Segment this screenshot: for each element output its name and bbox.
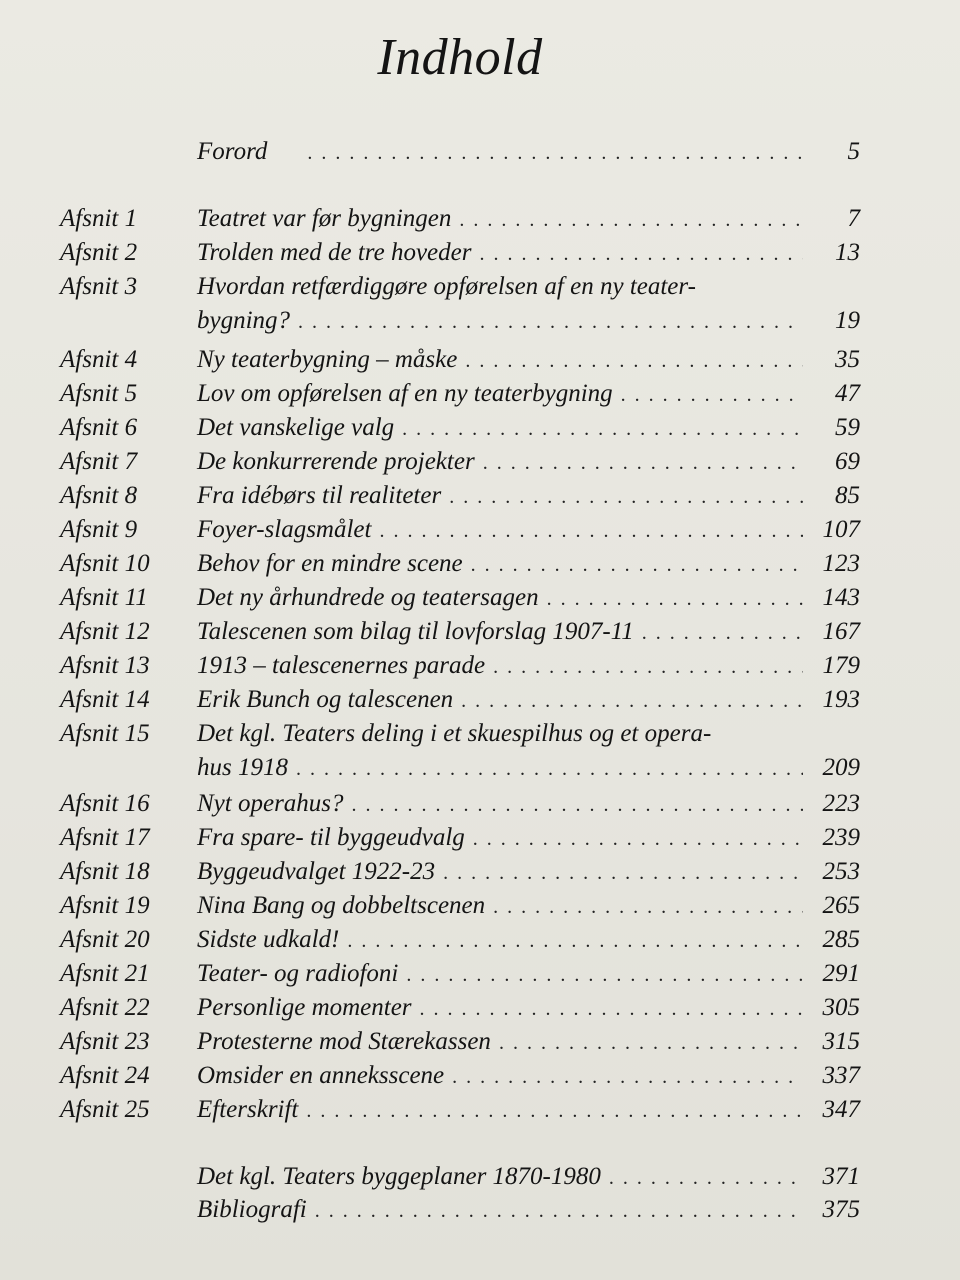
entry-title: Efterskrift: [197, 1096, 299, 1123]
page-number: 371: [822, 1163, 860, 1190]
entry-line: [197, 1160, 807, 1195]
dot-leader: [296, 752, 803, 786]
toc-entry-chapter-21: [0, 957, 960, 991]
entry-title: Hvordan retfærdiggøre opførelsen af en ny teater-: [197, 273, 696, 300]
page-number: 7: [847, 205, 860, 232]
toc-entry-chapter-13: [0, 649, 960, 683]
toc-entry-chapter-19: [0, 889, 960, 923]
entry-title: Lov om opførelsen af en ny teaterbygning: [197, 380, 613, 407]
page-number: 209: [822, 754, 860, 781]
entry-title: Ny teaterbygning – måske: [197, 346, 458, 373]
entry-title-continued: bygning?: [197, 307, 291, 334]
dot-leader: [347, 924, 803, 958]
entry-line: [197, 581, 807, 616]
dot-leader: [306, 1094, 803, 1128]
dot-leader: [307, 136, 803, 170]
entry-line: [197, 513, 807, 548]
page-number: 59: [835, 414, 860, 441]
page-number: 253: [822, 858, 860, 885]
entry-title: Det vanskelige valg: [197, 414, 395, 441]
toc-entry-chapter-4: [0, 343, 960, 377]
chapter-label: Afsnit 24: [60, 1062, 150, 1089]
dot-leader: [452, 1060, 803, 1094]
chapter-label: Afsnit 8: [60, 482, 138, 509]
page-number: 5: [847, 138, 860, 165]
toc-entry-chapter-25: [0, 1093, 960, 1127]
dot-leader: [461, 684, 803, 718]
page-number: 315: [822, 1028, 860, 1055]
toc-entry-chapter-16: [0, 787, 960, 821]
chapter-label: Afsnit 19: [60, 892, 150, 919]
toc-entry-chapter-1: [0, 202, 960, 236]
entry-line: [197, 1059, 807, 1094]
toc-entry-chapter-15: [0, 717, 960, 785]
chapter-label: Afsnit 23: [60, 1028, 150, 1055]
page-number: 239: [822, 824, 860, 851]
page-number: 337: [822, 1062, 860, 1089]
page-number: 179: [822, 652, 860, 679]
toc-entry-chapter-22: [0, 991, 960, 1025]
entry-line: [197, 1025, 807, 1060]
dot-leader: [420, 992, 803, 1026]
toc-entry-chapter-7: [0, 445, 960, 479]
chapter-label: Afsnit 11: [60, 584, 148, 611]
entry-title: De konkurrerende projekter: [197, 448, 475, 475]
entry-line: [197, 855, 807, 890]
toc-entry-chapter-9: [0, 513, 960, 547]
entry-line: [197, 787, 807, 822]
entry-title: Forord: [197, 138, 268, 165]
page-number: 347: [822, 1096, 860, 1123]
page-number: 47: [835, 380, 860, 407]
entry-title: Det kgl. Teaters deling i et skuespilhus og et opera-: [197, 720, 712, 747]
entry-line: [197, 445, 807, 480]
entry-line-continued: [197, 751, 807, 786]
entry-line: [197, 615, 807, 650]
dot-leader: [609, 1161, 803, 1195]
page-number: 265: [822, 892, 860, 919]
toc-entry-appendix-bibliography: [0, 1193, 960, 1227]
dot-leader: [483, 446, 803, 480]
chapter-label: Afsnit 14: [60, 686, 150, 713]
dot-leader: [621, 378, 803, 412]
entry-title: Fra spare- til byggeudvalg: [197, 824, 465, 851]
entry-title: Teatret var før bygningen: [197, 205, 452, 232]
chapter-label: Afsnit 6: [60, 414, 138, 441]
entry-line: [197, 236, 807, 271]
entry-title: Omsider en anneksscene: [197, 1062, 445, 1089]
page-number: 13: [835, 239, 860, 266]
entry-title: Trolden med de tre hoveder: [197, 239, 472, 266]
toc-entry-chapter-10: [0, 547, 960, 581]
page-number: 375: [822, 1196, 860, 1223]
toc-entry-chapter-24: [0, 1059, 960, 1093]
page-number: 123: [822, 550, 860, 577]
chapter-label: Afsnit 1: [60, 205, 138, 232]
entry-line: [197, 957, 807, 992]
entry-line: [197, 343, 807, 378]
dot-leader: [479, 237, 803, 271]
page-number: 19: [835, 307, 860, 334]
page-number: 223: [822, 790, 860, 817]
entry-title: Bibliografi: [197, 1196, 307, 1223]
entry-line: [197, 411, 807, 446]
entry-title: Fra idébørs til realiteter: [197, 482, 442, 509]
toc-entry-chapter-14: [0, 683, 960, 717]
entry-line: [197, 1093, 807, 1128]
chapter-label: Afsnit 3: [60, 273, 138, 300]
entry-title: Sidste udkald!: [197, 926, 340, 953]
chapter-label: Afsnit 16: [60, 790, 150, 817]
dot-leader: [449, 480, 803, 514]
entry-title: 1913 – talescenernes parade: [197, 652, 486, 679]
chapter-label: Afsnit 5: [60, 380, 138, 407]
entry-line: [197, 683, 807, 718]
entry-title: Det ny århundrede og teatersagen: [197, 584, 539, 611]
entry-title-continued: hus 1918: [197, 754, 288, 781]
chapter-label: Afsnit 18: [60, 858, 150, 885]
entry-line-continued: [197, 304, 807, 339]
dot-leader: [406, 958, 803, 992]
page-number: 167: [822, 618, 860, 645]
entry-line: [197, 135, 807, 170]
dot-leader: [379, 514, 803, 548]
entry-title: Behov for en mindre scene: [197, 550, 463, 577]
entry-title: Byggeudvalget 1922-23: [197, 858, 436, 885]
dot-leader: [465, 344, 803, 378]
page-number: 85: [835, 482, 860, 509]
entry-title: Nina Bang og dobbeltscenen: [197, 892, 486, 919]
chapter-label: Afsnit 7: [60, 448, 138, 475]
entry-line: [197, 377, 807, 412]
entry-line: [197, 991, 807, 1026]
page-title: Indhold: [377, 29, 543, 86]
entry-title: Foyer-slagsmålet: [197, 516, 372, 543]
toc-entry-chapter-3: [0, 270, 960, 338]
toc-entry-chapter-20: [0, 923, 960, 957]
dot-leader: [499, 1026, 803, 1060]
entry-title: Teater- og radiofoni: [197, 960, 399, 987]
entry-title: Talescenen som bilag til lovforslag 1907-11: [197, 618, 634, 645]
entry-title: Erik Bunch og talescenen: [197, 686, 454, 713]
entry-title: Protesterne mod Stærekassen: [197, 1028, 491, 1055]
dot-leader: [471, 548, 803, 582]
dot-leader: [443, 856, 803, 890]
toc-entry-chapter-11: [0, 581, 960, 615]
chapter-label: Afsnit 22: [60, 994, 150, 1021]
entry-line: [197, 547, 807, 582]
chapter-label: Afsnit 4: [60, 346, 138, 373]
page-number: 143: [822, 584, 860, 611]
dot-leader: [315, 1194, 803, 1228]
page-number: 69: [835, 448, 860, 475]
toc-entry-chapter-8: [0, 479, 960, 513]
dot-leader: [493, 890, 803, 924]
entry-line: [197, 923, 807, 958]
entry-line: [197, 821, 807, 856]
entry-title: Nyt operahus?: [197, 790, 344, 817]
chapter-label: Afsnit 20: [60, 926, 150, 953]
toc-entry-preface: [0, 135, 960, 169]
page-number: 291: [822, 960, 860, 987]
toc-entry-chapter-5: [0, 377, 960, 411]
chapter-label: Afsnit 9: [60, 516, 138, 543]
entry-title: Personlige momenter: [197, 994, 412, 1021]
page-number: 285: [822, 926, 860, 953]
toc-entry-appendix-building-plans: [0, 1160, 960, 1194]
dot-leader: [352, 788, 803, 822]
dot-leader: [402, 412, 803, 446]
toc-entry-chapter-23: [0, 1025, 960, 1059]
page-number: 305: [822, 994, 860, 1021]
dot-leader: [493, 650, 803, 684]
dot-leader: [298, 305, 803, 339]
toc-entry-chapter-18: [0, 855, 960, 889]
toc-entry-chapter-2: [0, 236, 960, 270]
entry-line: [197, 889, 807, 924]
dot-leader: [547, 582, 803, 616]
dot-leader: [642, 616, 803, 650]
chapter-label: Afsnit 13: [60, 652, 150, 679]
page-number: 35: [835, 346, 860, 373]
toc-entry-chapter-12: [0, 615, 960, 649]
entry-line: [197, 479, 807, 514]
toc-entry-chapter-17: [0, 821, 960, 855]
chapter-label: Afsnit 17: [60, 824, 150, 851]
chapter-label: Afsnit 12: [60, 618, 150, 645]
entry-title: Det kgl. Teaters byggeplaner 1870-1980: [197, 1163, 601, 1190]
chapter-label: Afsnit 10: [60, 550, 150, 577]
chapter-label: Afsnit 21: [60, 960, 150, 987]
dot-leader: [473, 822, 803, 856]
entry-line: [197, 202, 807, 237]
dot-leader: [459, 203, 803, 237]
page-number: 107: [822, 516, 860, 543]
entry-line: [197, 1193, 807, 1228]
page-number: 193: [822, 686, 860, 713]
chapter-label: Afsnit 2: [60, 239, 138, 266]
chapter-label: Afsnit 25: [60, 1096, 150, 1123]
entry-line: [197, 649, 807, 684]
toc-entry-chapter-6: [0, 411, 960, 445]
chapter-label: Afsnit 15: [60, 720, 150, 747]
